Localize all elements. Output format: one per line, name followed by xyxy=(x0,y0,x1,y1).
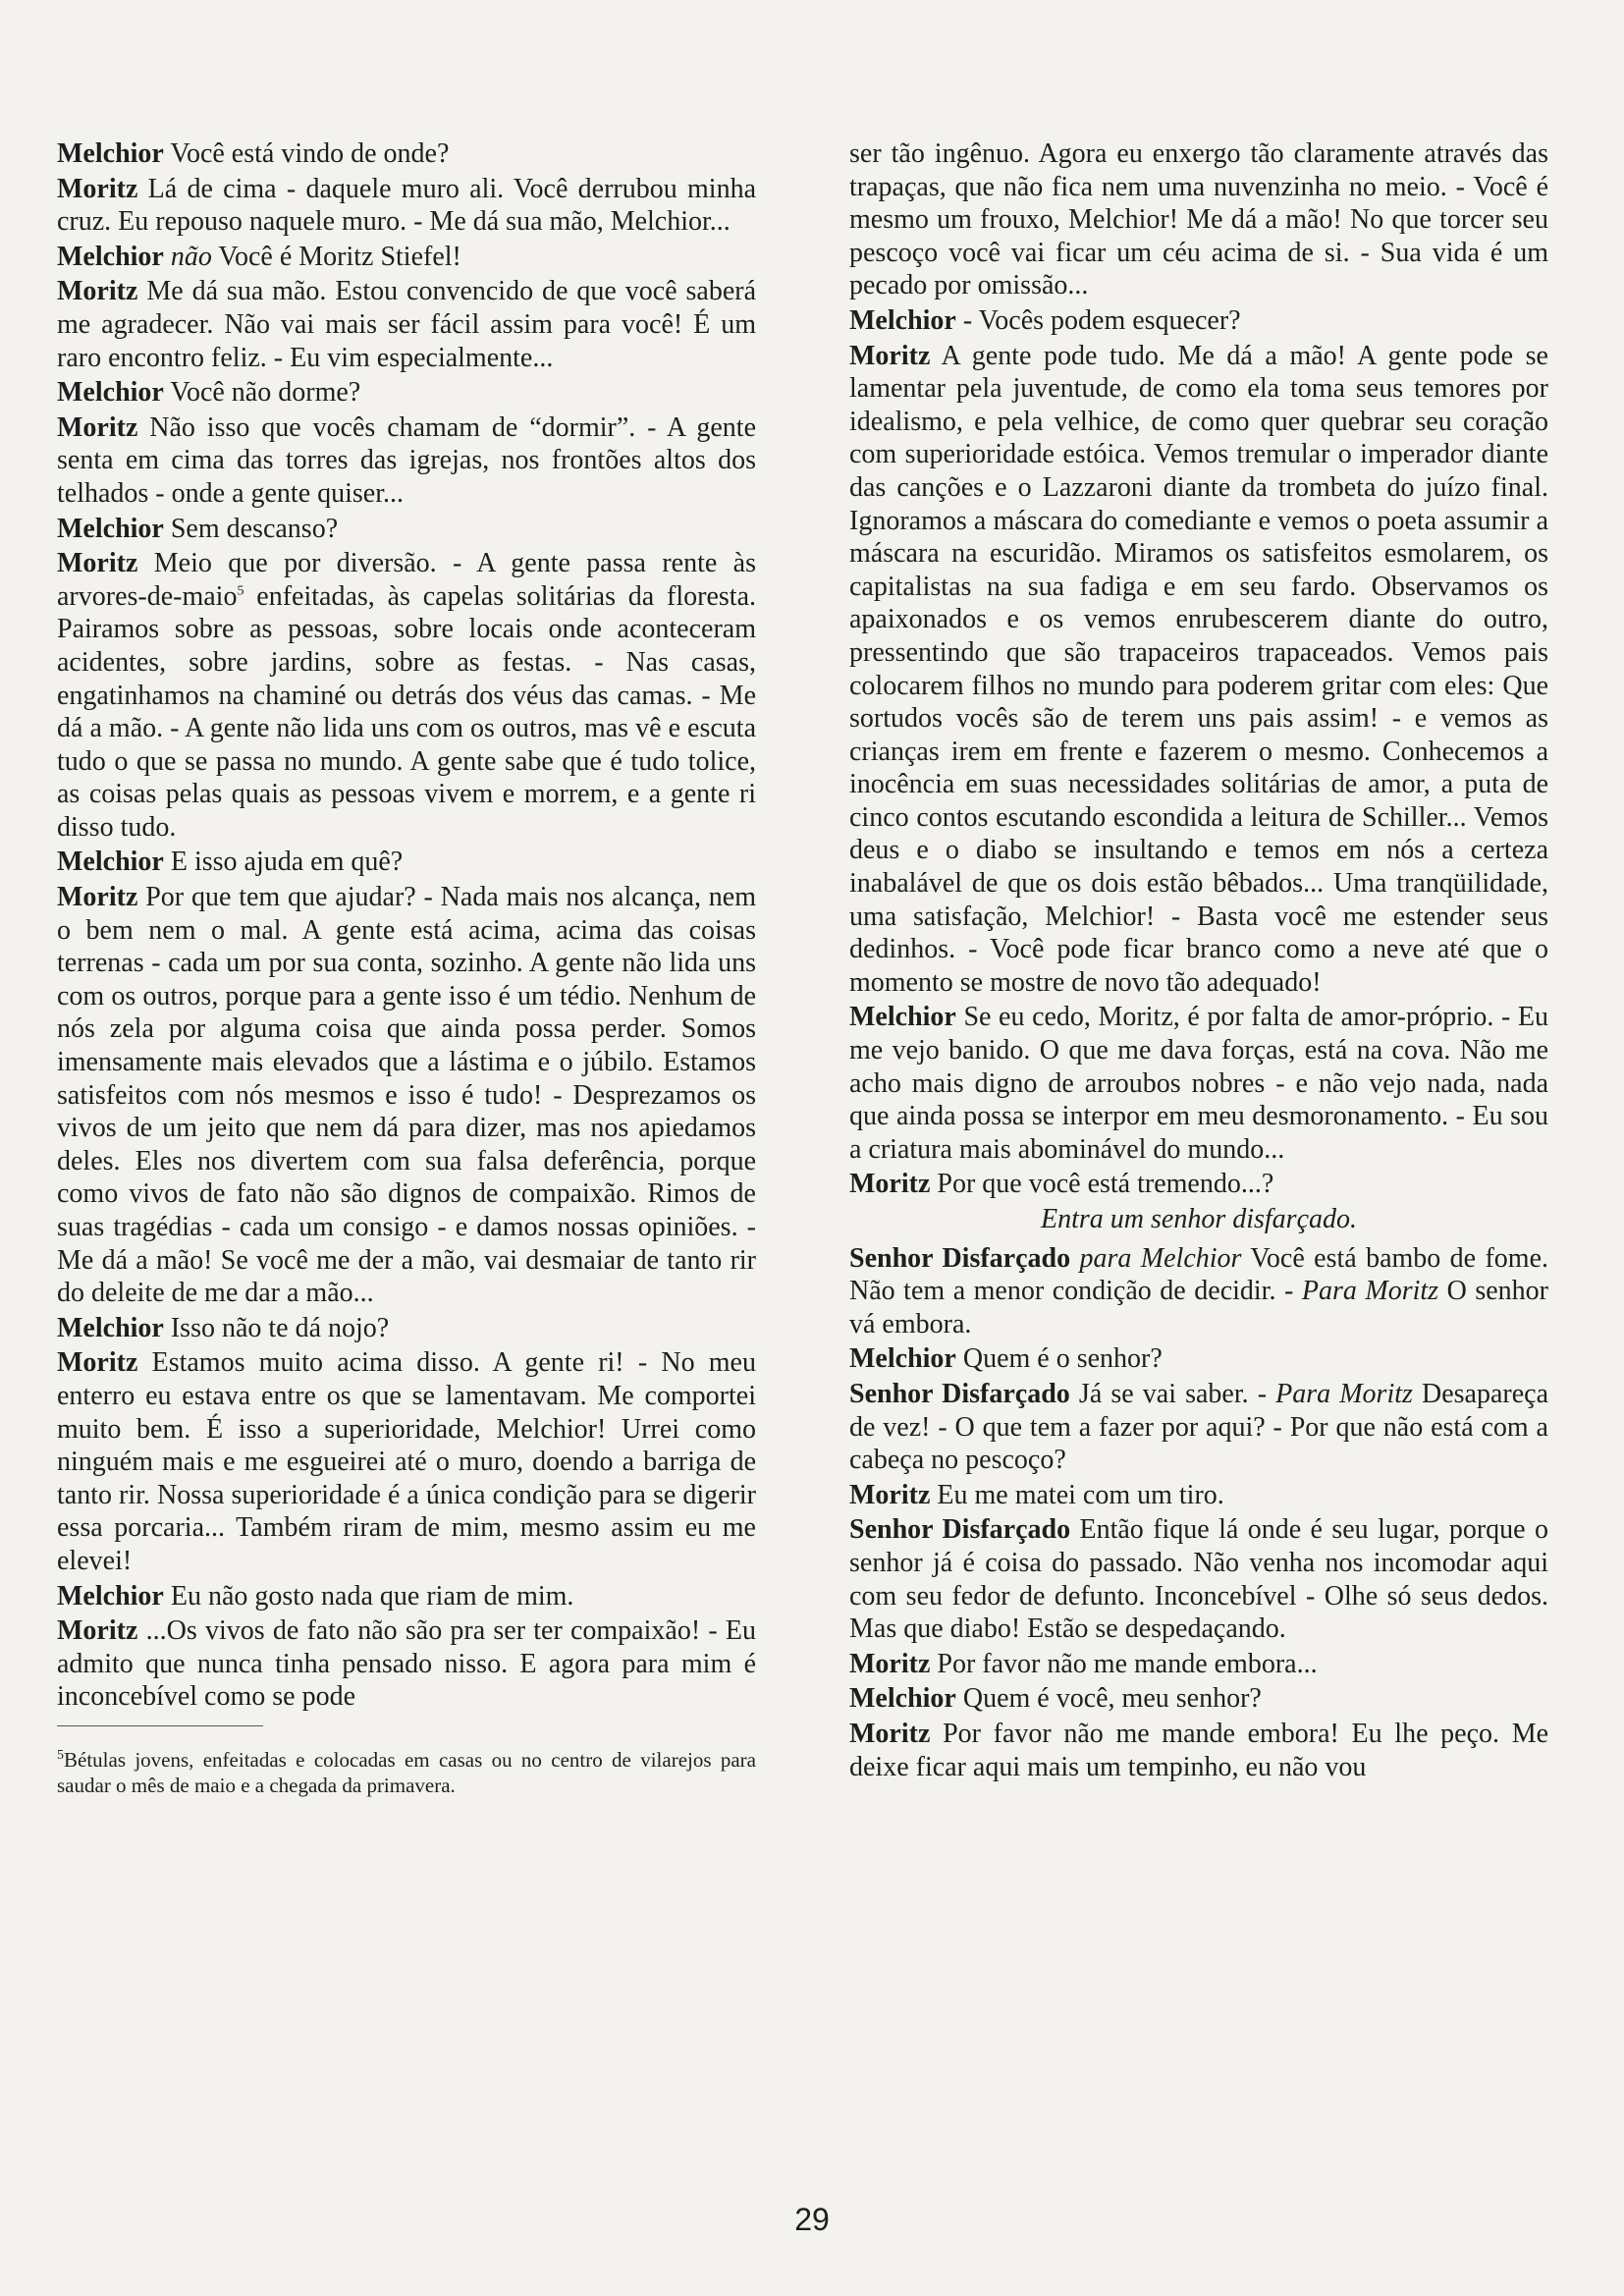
dialogue-text: Você não dorme? xyxy=(170,377,361,409)
dialogue-text: Isso não te dá nojo? xyxy=(170,1312,390,1343)
stage-note: não xyxy=(170,241,212,272)
dialogue-text: Por favor não me mande embora! Eu lhe peço. Me deixe ficar aqui mais um tempinho, eu não vou xyxy=(849,1718,1549,1782)
speech-line xyxy=(849,1513,1548,1645)
speech-line xyxy=(57,881,756,1310)
stage-note: Para Moritz xyxy=(1301,1276,1439,1307)
speech-line xyxy=(849,1378,1548,1477)
speaker-name: Moritz xyxy=(57,1347,138,1379)
dialogue-text: Desapareça de vez! - O que tem a fazer por aqui? - Por que não está com a cabeça no pescoço? xyxy=(849,1378,1549,1476)
dialogue-text: Se eu cedo, Moritz, é por falta de amor-próprio. - Eu me vejo banido. O que me dava forças, está na cova. Não me acho mais digno de arroubos nobres - e não vejo nada, nada que ainda possa se interpor em meu desmoronamento. - Eu sou a criatura mais abominável do mundo... xyxy=(849,1002,1549,1165)
dialogue-text: é Moritz Stiefel! xyxy=(279,241,461,272)
speaker-name: Moritz xyxy=(849,1648,931,1679)
footnote xyxy=(57,1747,756,1799)
dialogue-text: Não isso que vocês chamam de “dormir”. - A gente senta em cima das torres das igrejas, nos frontões altos dos telhados - onde a gente quiser... xyxy=(57,411,757,509)
dialogue-text: Me dá sua mão. Estou convencido de que você saberá me agradecer. Não vai mais ser fácil assim para você! É um raro encontro feliz. - Eu vim especialmente... xyxy=(57,276,757,373)
speech-line xyxy=(57,411,756,511)
speaker-name: Moritz xyxy=(57,173,138,204)
dialogue-text: Lá de cima - daquele muro ali. Você derrubou minha cruz. Eu repouso naquele muro. - Me dá sua mão, Melchior... xyxy=(57,173,757,238)
speech-line xyxy=(849,1342,1548,1376)
speaker-name: Senhor Disfarçado xyxy=(849,1514,1071,1546)
speech-line xyxy=(849,340,1548,1000)
speaker-name: Melchior xyxy=(57,513,164,544)
speech-line xyxy=(849,1168,1548,1201)
speaker-name: Melchior xyxy=(57,847,164,878)
right-column xyxy=(849,137,1548,1785)
speech-line xyxy=(849,1001,1548,1166)
speaker-name: Moritz xyxy=(849,1479,931,1510)
speaker-name: Melchior xyxy=(57,241,164,272)
speech-line xyxy=(849,1682,1548,1716)
speech-line xyxy=(57,547,756,844)
speaker-name: Melchior xyxy=(57,377,164,409)
footnote-text: Bétulas jovens, enfeitadas e colocadas em casas ou no centro de vilarejos para saudar o mês de maio e a chegada da primavera. xyxy=(57,1747,756,1798)
speaker-name: Moritz xyxy=(57,276,138,307)
speaker-name: Moritz xyxy=(57,882,138,913)
speaker-name: Melchior xyxy=(57,1312,164,1343)
speech-line xyxy=(57,241,756,274)
dialogue-text: Por que tem que ajudar? - Nada mais nos alcança, nem o bem nem o mal. A gente está acima, acima das coisas terrenas - cada um por sua conta, sozinho. A gente não lida uns com os outros, porque para a gente isso é um tédio. Nenhum de nós zela por alguma coisa que ainda possa perder. Somos imensamente mais elevados que a lástima e o júbilo. Estamos satisfeitos com nós mesmos e isso é tudo! - Desprezamos os vivos de um jeito que nem dá para dizer, mas nos apiedamos deles. Eles nos divertem com sua falsa deferência, porque como vivos de fato não são dignos de compaixão. Rimos de suas tragédias - cada um consigo - e damos nossas opiniões. - Me dá a mão! Se você me der a mão, vai desmaiar de tanto rir do deleite de me dar a mão... xyxy=(57,882,757,1309)
speaker-name: Moritz xyxy=(57,411,138,443)
dialogue-text: Sem descanso? xyxy=(170,513,339,544)
dialogue-text: Eu me matei com um tiro. xyxy=(937,1479,1224,1510)
speech-line xyxy=(849,137,1548,302)
speech-line xyxy=(849,1242,1548,1341)
speaker-name: Moritz xyxy=(57,548,138,579)
dialogue-text: Quem é você, meu senhor? xyxy=(962,1683,1262,1715)
speech-line xyxy=(57,513,756,546)
speech-line xyxy=(57,376,756,410)
speaker-name: Melchior xyxy=(57,138,164,169)
dialogue-text: Meio que por diversão. - A gente passa rente às arvores-de-maio xyxy=(57,548,757,612)
dialogue-text: Quem é o senhor? xyxy=(962,1343,1163,1375)
dialogue-text: O senhor vá embora. xyxy=(849,1276,1548,1339)
dialogue-text: Você está vindo de onde? xyxy=(170,138,450,169)
dialogue-text: Por que você está tremendo...? xyxy=(937,1169,1274,1200)
speech-line xyxy=(849,1718,1548,1783)
speech-line xyxy=(57,173,756,239)
dialogue-text: enfeitadas, às capelas solitárias da floresta. Pairamos sobre as pessoas, sobre locais onde aconteceram acidentes, sobre jardins, sobre as festas. - Nas casas, engatinhamos na chaminé ou detrás dos véus das camas. - Me dá a mão. - A gente não lida uns com os outros, mas vê e escuta tudo o que se passa no mundo. A gente sabe que é tudo tolice, as coisas pelas quais as pessoas vivem e morrem, e a gente ri disso tudo. xyxy=(57,580,756,843)
speaker-name: Melchior xyxy=(57,1580,164,1612)
speaker-name: Moritz xyxy=(57,1615,138,1647)
speaker-name: Senhor Disfarçado xyxy=(849,1242,1071,1274)
speaker-name: Melchior xyxy=(849,304,956,336)
speaker-name: Moritz xyxy=(849,1718,931,1749)
dialogue-text: Já se vai saber. - xyxy=(1078,1378,1268,1409)
speaker-name: Melchior xyxy=(849,1343,956,1375)
speaker-name: Melchior xyxy=(849,1683,956,1715)
speech-line xyxy=(849,1648,1548,1681)
dialogue-text: A gente pode tudo. Me dá a mão! A gente pode se lamentar pela juventude, de como ela toma seus temores por idealismo, e pela velhice, de como quer quebrar seu coração com superioridade estóica. Vemos tremular o imperador diante das canções e o Lazzaroni diante da trombeta do juízo final. Ignoramos a máscara do comediante e vemos o poeta assumir a máscara na escuridão. Miramos os satisfeitos esmolarem, os capitalistas na sua fadiga e em seu fardo. Observamos os apaixonados e os vemos enrubescerem diante do outro, pressentindo que são trapaceiros trapaceados. Vemos pais colocarem filhos no mundo para poderem gritar com eles: Que sortudos vocês são de terem uns pais assim! - e vemos as crianças irem em frente e fazerem o mesmo. Conhecemos a inocência em suas necessidades solitárias de amor, a puta de cinco contos escutando escondida a leitura de Schiller... Vemos deus e o diabo se insultando e temos em nós a certeza inabalável de que os dois estão bêbados... Uma tranqüilidade, uma satisfação, Melchior! - Basta você me estender seus dedinhos. - Você pode ficar branco como a neve até que o momento se mostre de novo tão adequado! xyxy=(849,340,1548,998)
stage-direction: Entra um senhor disfarçado. xyxy=(1041,1204,1357,1234)
speech-line xyxy=(57,275,756,374)
page-number: 29 xyxy=(794,2202,830,2237)
dialogue-text: Eu não gosto nada que riam de mim. xyxy=(170,1580,574,1612)
dialogue-text: ser tão ingênuo. Agora eu enxergo tão claramente através das trapaças, que não fica nem uma nuvenzinha no meio. - Você é mesmo um frouxo, Melchior! Me dá a mão! No que torcer seu pescoço você vai ficar um céu acima de si. - Sua vida é um pecado por omissão... xyxy=(849,138,1548,301)
speech-line xyxy=(57,1580,756,1613)
speech-line xyxy=(57,1312,756,1345)
speech-line xyxy=(849,304,1548,338)
dialogue-text: Por favor não me mande embora... xyxy=(937,1648,1318,1679)
dialogue-text: - Vocês podem esquecer? xyxy=(962,304,1241,336)
speaker-name: Moritz xyxy=(849,340,931,371)
dialogue-text: ...Os vivos de fato não são pra ser ter compaixão! - Eu admito que nunca tinha pensado nisso. E agora para mim é inconcebível como se pode xyxy=(57,1615,757,1713)
speaker-name: Senhor Disfarçado xyxy=(849,1378,1070,1409)
speaker-name: Moritz xyxy=(849,1169,931,1200)
dialogue-text: Então fique lá onde é seu lugar, porque o senhor já é coisa do passado. Não venha nos incomodar aqui com seu fedor de defunto. Inconcebível - Olhe só seus dedos. Mas que diabo! Estão se despedaçando. xyxy=(849,1514,1549,1645)
footnote-rule xyxy=(57,1725,263,1726)
dialogue-text: Você está bambo de fome. Não tem a menor condição de decidir. - xyxy=(849,1242,1549,1307)
speech-line xyxy=(57,137,756,171)
footnote-ref: 5 xyxy=(237,583,244,599)
speech-line xyxy=(57,846,756,879)
speech-line xyxy=(57,1346,756,1577)
dialogue-text: Estamos muito acima disso. A gente ri! - No meu enterro eu estava entre os que se lamentavam. Me comportei muito bem. É isso a superioridade, Melchior! Urrei como ninguém mais e me esgueirei até o muro, doendo a barriga de tanto rir. Nossa superioridade é a única condição para se digerir essa porcaria... Também riram de mim, mesmo assim eu me elevei! xyxy=(57,1347,756,1576)
speaker-name: Melchior xyxy=(849,1002,956,1033)
dialogue-text: Você xyxy=(218,241,273,272)
left-column xyxy=(57,137,756,1819)
speech-line xyxy=(57,1614,756,1714)
dialogue-text: E isso ajuda em quê? xyxy=(170,847,404,878)
footnote-mark: 5 xyxy=(57,1747,64,1763)
speech-line xyxy=(849,1479,1548,1512)
stage-note: para Melchior xyxy=(1079,1242,1242,1274)
stage-note: Para Moritz xyxy=(1275,1378,1413,1409)
